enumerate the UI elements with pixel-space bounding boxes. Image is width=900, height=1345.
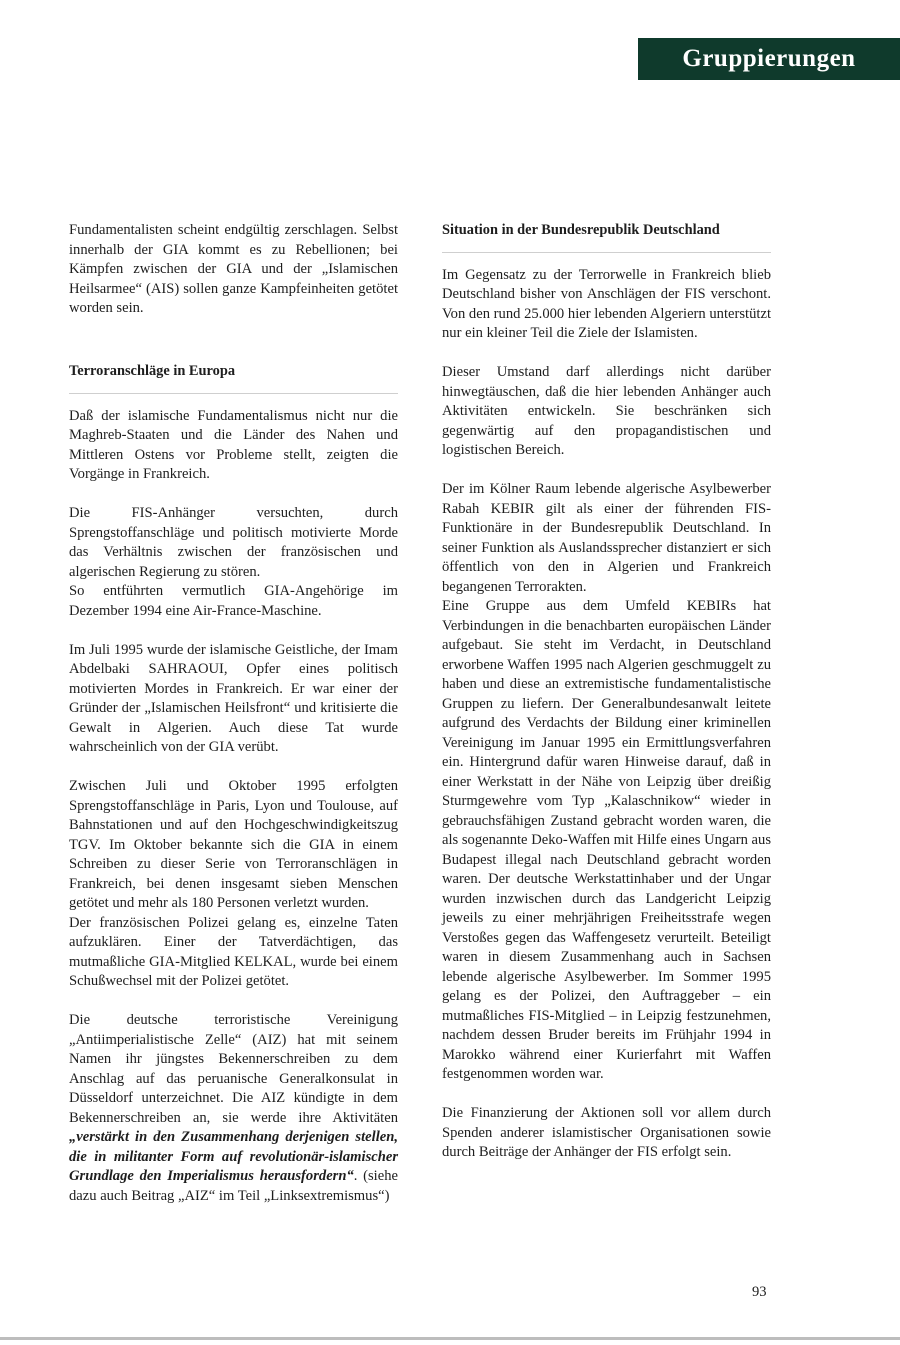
- section-heading-germany: Situation in der Bundesrepublik Deutschland: [442, 221, 771, 253]
- bottom-divider: [0, 1337, 900, 1340]
- paragraph: Dieser Umstand darf allerdings nicht darüber hinwegtäuschen, daß die hier lebenden Anhänger auch Aktivitäten entwickeln. Sie beschränken sich gegenwärtig auf den propagandistischen und logistischen Bereich.: [442, 364, 771, 458]
- paragraph: So entführten vermutlich GIA-Angehörige im Dezember 1994 eine Air-France-Maschine.: [69, 583, 398, 619]
- right-column: [442, 221, 771, 1182]
- paragraph: Die FIS-Anhänger versuchten, durch Sprengstoffanschläge und politisch motivierte Morde das Verhältnis zwischen der französischen und algerischen Regierung zu stören.: [69, 505, 398, 580]
- paragraph: Zwischen Juli und Oktober 1995 erfolgten Sprengstoffanschläge in Paris, Lyon und Toulouse, auf Bahnstationen und auf den Hochgeschwindigkeitszug TGV. Im Oktober bekannte sich die GIA in einem Schreiben zu dieser Serie von Terroranschlägen in Frankreich, bei denen insgesamt sieben Menschen getötet und mehr als 180 Personen verletzt wurden.: [69, 778, 398, 911]
- paragraph: Der französischen Polizei gelang es, einzelne Taten aufzuklären. Einer der Tatverdächtigen, das mutmaßliche GIA-Mitglied KELKAL, wurde bei einem Schußwechsel mit der Polizei getötet.: [69, 914, 398, 989]
- aiz-quote: „verstärkt in den Zusammenhang derjenigen stellen, die in militanter Form auf revolutionär-islamischer Grundlage den Imperialismus herausfordern“: [69, 1129, 398, 1184]
- paragraph: Im Gegensatz zu der Terrorwelle in Frankreich blieb Deutschland bisher von Anschlägen der FIS verschont. Von den rund 25.000 hier lebenden Algeriern unterstützt nur ein kleiner Teil die Ziele der Islamisten.: [442, 266, 771, 341]
- paragraph: Eine Gruppe aus dem Umfeld KEBIRs hat Verbindungen in die benachbarten europäischen Länder aufgebaut. Sie steht im Verdacht, in Deutschland erworbene Waffen 1995 nach Algerien geschmuggelt zu haben und diese an extremistische fundamentalistische Gruppen zu liefern. Der Generalbundesanwalt leitete aufgrund des Verdachts der Bildung einer kriminellen Vereinigung im Januar 1995 ein Ermittlungsverfahren ein. Hintergrund dafür waren Hinweise darauf, daß in einer Werkstatt in der Nähe von Leipzig über dreißig Sturmgewehre vom Typ „Kalaschnikow“ wieder in gebrauchsfähigen Zustand gebracht worden waren, die als sogenannte Deko-Waffen mit Hilfe eines Ungarn aus Budapest illegal nach Deutschland gebracht worden waren. Der deutsche Werkstattinhaber und der Ungar wurden inzwischen durch das Landgericht Leipzig jeweils zu einer mehrjährigen Freiheitsstrafe wegen Verstoßes gegen das Waffengesetz verurteilt. Beteiligt waren in diesem Zusammenhang auch in Sachsen lebende algerische Asylbewerber. Im Sommer 1995 gelang es der Polizei, den Auftraggeber – ein mutmaßliches FIS-Mitglied – in Leipzig festzunehmen, nachdem dessen Bruder bereits im Frühjahr 1994 in Marokko während einer Kurierfahrt mit Waffen festgenommen worden war.: [442, 598, 771, 1082]
- paragraph: Im Juli 1995 wurde der islamische Geistliche, der Imam Abdelbaki SAHRAOUI, Opfer eines politisch motivierten Mordes in Frankreich. Er war einer der Gründer der „Islamischen Heilsfront“ und kritisierte die Gewalt in Algerien. Auch diese Tat wurde wahrscheinlich von der GIA verübt.: [69, 641, 398, 755]
- page-number: 93: [752, 1284, 767, 1300]
- section-title-banner: Gruppierungen: [638, 38, 900, 80]
- aiz-text-end: . (siehe dazu auch Beitrag „AIZ“ im Teil „Linksextremismus“): [69, 1168, 398, 1204]
- aiz-text-start: Die deutsche terroristische Vereinigung „Antiimperialistische Zelle“ (AIZ) hat mit seinem Namen ihr jüngstes Bekennerschreiben zu dem Anschlag auf das peruanische Generalkonsulat in Düsseldorf unterzeichnet. Die AIZ kündigte in dem Bekennerschreiben an, sie werde ihre Aktivitäten: [69, 1012, 398, 1126]
- paragraph: Daß der islamische Fundamentalismus nicht nur die Maghreb-Staaten und die Länder des Nahen und Mittleren Ostens vor Probleme stellt, zeigten die Vorgänge in Frankreich.: [69, 407, 398, 482]
- left-column: [69, 221, 398, 1226]
- paragraph: Der im Kölner Raum lebende algerische Asylbewerber Rabah KEBIR gilt als einer der führenden FIS-Funktionäre in der Bundesrepublik Deutschland. In seiner Funktion als Auslandssprecher distanziert er sich öffentlich von den in Algerien und Frankreich begangenen Terrorakten.: [442, 481, 771, 595]
- paragraph-aiz: [69, 1011, 398, 1206]
- spacer: [69, 338, 398, 362]
- section-heading-europe: Terroranschläge in Europa: [69, 362, 398, 394]
- paragraph: Fundamentalisten scheint endgültig zerschlagen. Selbst innerhalb der GIA kommt es zu Rebellionen; bei Kämpfen zwischen der GIA und der „Islamischen Heilsarmee“ (AIS) sollen ganze Kampfeinheiten getötet worden sein.: [69, 222, 398, 316]
- paragraph: Die Finanzierung der Aktionen soll vor allem durch Spenden anderer islamistischer Organisationen sowie durch Beiträge der Anhänger der FIS erfolgt sein.: [442, 1105, 771, 1160]
